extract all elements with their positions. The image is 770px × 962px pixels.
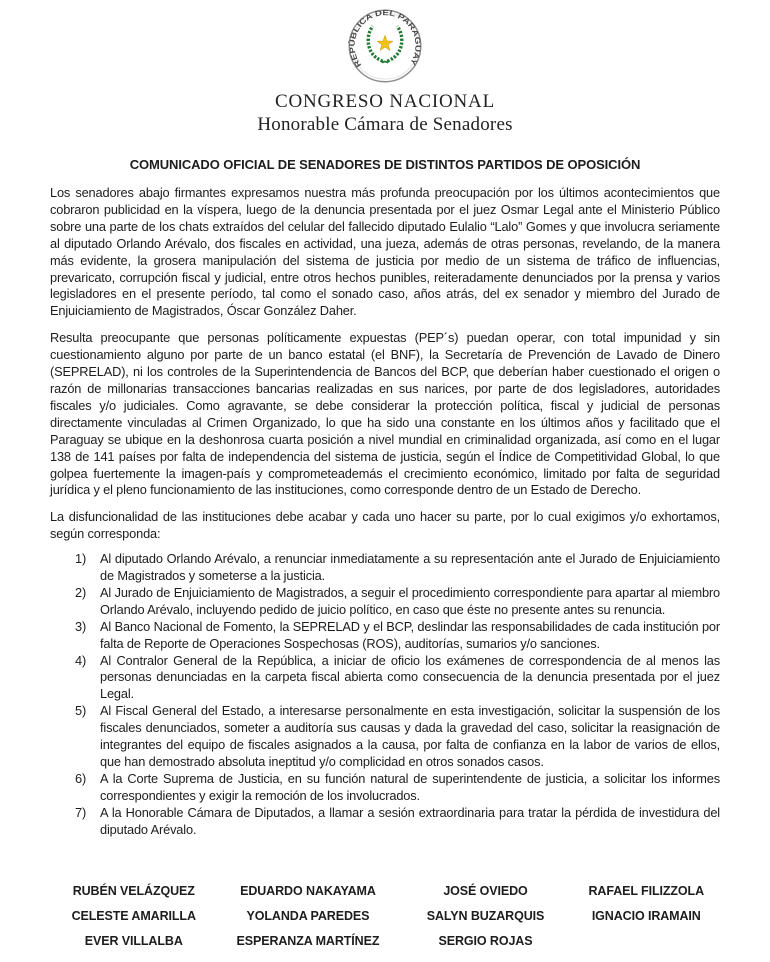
signatory-name: JOSÉ OVIEDO [443,884,528,898]
list-item-7 [50,805,720,839]
list-item-5 [50,703,720,771]
signatory-name: CELESTE AMARILLA [71,909,196,923]
list-item-text: Al Banco Nacional de Fomento, la SEPRELAD y el BCP, deslindar las responsabilidades de cada institución por falta de Reporte de Operaciones Sospechosas (ROS), auditorías, sumarios y/o sanciones. [100,618,720,651]
signatory-name: IGNACIO IRAMAIN [591,909,701,923]
signatory-name: EVER VILLALBA [84,934,183,948]
signatory-name: EDUARDO NAKAYAMA [240,884,376,898]
signatory-name [573,934,720,948]
list-item-number: 1) [75,551,87,567]
list-item-number: 7) [75,804,87,820]
org-title: CONGRESO NACIONAL [275,91,495,112]
document-heading: COMUNICADO OFICIAL DE SENADORES DE DISTINTOS PARTIDOS DE OPOSICIÓN [129,157,641,172]
list-item-text: Al Fiscal General del Estado, a interesarse personalmente en esta investigación, solicitar la suspensión de los fiscales denunciados, someter a auditoría sus causas y dada la gravedad del caso, solicitar la reasignación de integrantes del equipo de fiscales asignados a la causa, por falta de confianza en la labor de varios de ellos, que han demostrado absoluta ineptitud y/o complicidad en otros sonados casos. [100,703,720,769]
signatory-name: SERGIO ROJAS [438,934,533,948]
list-item-6 [50,771,720,805]
signatories-grid [50,884,720,948]
paraguay-coat-of-arms-icon [347,8,423,84]
signatory-name: YOLANDA PAREDES [246,909,370,923]
wreath-tie [382,62,388,63]
demands-list [50,551,720,838]
list-item-3 [50,619,720,653]
seal-ring-text: REPÚBLICA DEL PARAGUAY [347,8,423,70]
list-item-number: 2) [75,584,87,600]
list-item-number: 3) [75,618,87,634]
list-item-text: A la Corte Suprema de Justicia, en su función natural de superintendente de justicia, a solicitar los informes correspondientes y exigir la remoción de los involucrados. [100,770,720,803]
paragraph-3: La disfuncionalidad de las instituciones debe acabar y cada uno hacer su parte, por lo cual exigimos y/o exhortamos, según corresponda: [50,509,720,542]
list-item-text: Al Contralor General de la República, a iniciar de oficio los exámenes de correspondencia de al menos las personas denunciadas en la carpeta fiscal abierta como consecuencia de la denuncia presentada por el juez Legal. [100,652,720,702]
list-item-number: 5) [75,703,87,719]
list-item-text: A la Honorable Cámara de Diputados, a llamar a sesión extraordinaria para tratar la pérdida de investidura del diputado Arévalo. [100,804,720,837]
paragraph-1: Los senadores abajo firmantes expresamos nuestra más profunda preocupación por los últimos acontecimientos que cobraron publicidad en la víspera, luego de la denuncia presentada por el juez Osmar Legal ante el Ministerio Público sobre una parte de los chats extraídos del celular del fallecido diputado Eulalio “Lalo” Gomes y que involucra seriamente al diputado Orlando Arévalo, dos fiscales en actividad, una jueza, además de otras personas, revelando, de la manera más evidente, la grosera manipulación del sistema de justicia por medio de un sistema de tráfico de influencias, prevaricato, corrupción fiscal y judicial, entre otros hechos punibles, reiteradamente denunciados por la prensa y varios legisladores en el presente período, tal como el sonado caso, años atrás, del ex senador y miembro del Jurado de Enjuiciamiento de Magistrados, Óscar González Daher. [50,185,720,319]
paragraph-2: Resulta preocupante que personas políticamente expuestas (PEP´s) puedan operar, con total impunidad y sin cuestionamiento alguno por parte de un banco estatal (el BNF), la Secretaría de Prevención de Lavado de Dinero (SEPRELAD), ni los controles de la Superintendencia de Bancos del BCP, que deberían haber cuestionado el origen o razón de millonarias transacciones bancarias realizadas en sus narices, por parte de dos legisladores, autoridades fiscales y/o judiciales. Como agravante, se debe considerar la protección política, fiscal y judicial de personas directamente vinculadas al Crimen Organizado, lo que ha sido una constante en los últimos años y facilitado que el Paraguay se ubique en la deshonrosa cuarta posición a nivel mundial en criminalidad organizada, así como en el lugar 138 de 141 países por falta de independencia del sistema de justicia, según el Índice de Competitividad Global, lo que golpea fuertemente la imagen-país y comprometeademás el crecimiento económico, limitado por falta de seguridad jurídica y el pleno funcionamiento de las instituciones, como corresponde dentro de un Estado de Derecho. [50,330,720,498]
list-item-1 [50,551,720,585]
org-subtitle: Honorable Cámara de Senadores [257,114,513,135]
list-item-number: 4) [75,652,87,668]
signatory-name: RUBÉN VELÁZQUEZ [72,884,195,898]
list-item-2 [50,585,720,619]
signatory-name: SALYN BUZARQUIS [426,909,545,923]
list-item-4 [50,653,720,704]
signatory-name: RAFAEL FILIZZOLA [588,884,705,898]
list-item-number: 6) [75,770,87,786]
signatory-name: ESPERANZA MARTÍNEZ [236,934,380,948]
list-item-text: Al diputado Orlando Arévalo, a renunciar inmediatamente a su representación ante el Jurado de Enjuiciamiento de Magistrados y someterse a la justicia. [100,551,720,584]
list-item-text: Al Jurado de Enjuiciamiento de Magistrados, a seguir el procedimiento correspondiente para apartar al miembro Orlando Arévalo, incluyendo pedido de juicio político, en caso que éste no presente antes su renuncia. [100,584,720,617]
